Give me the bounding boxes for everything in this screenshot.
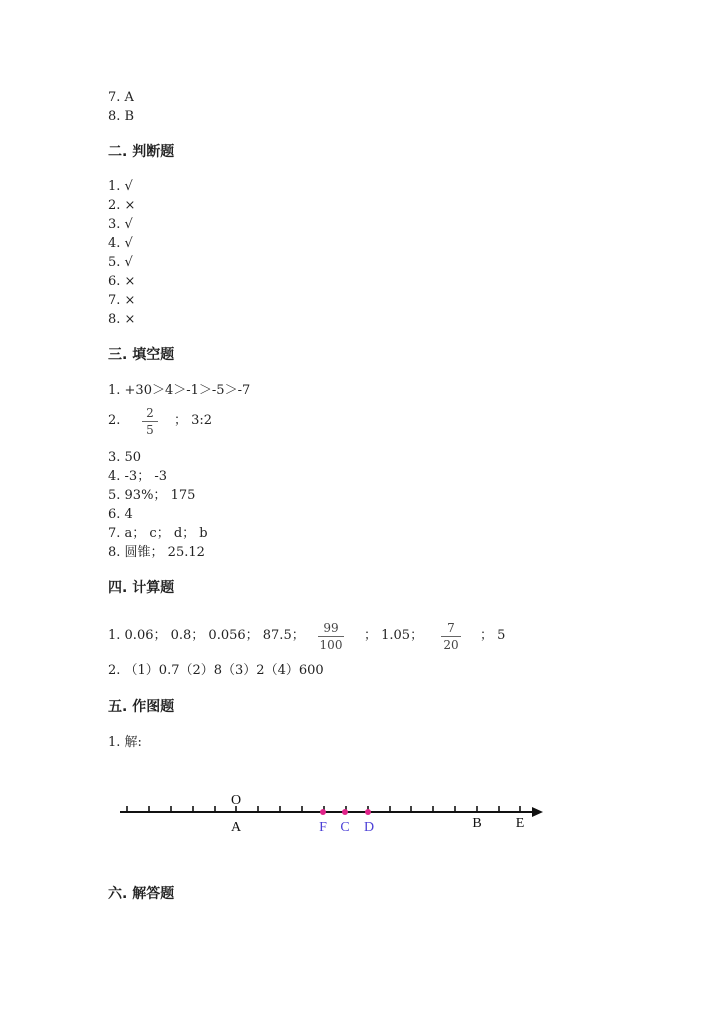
fraction-bar bbox=[441, 636, 461, 637]
answer-text: 1. 0.06； 0.8； 0.056； 87.5； bbox=[108, 628, 305, 643]
fraction-numerator: 7 bbox=[447, 621, 455, 635]
number-line-arrow bbox=[532, 807, 543, 817]
label-F: F bbox=[319, 820, 327, 835]
label-A: A bbox=[230, 820, 242, 835]
answer-line: 8. × bbox=[108, 312, 136, 327]
section-heading-answers: 六. 解答题 bbox=[108, 886, 175, 902]
point-C-marker bbox=[342, 809, 348, 815]
answer-text: ； 5 bbox=[480, 628, 506, 643]
label-B: B bbox=[472, 816, 482, 831]
fraction-denominator: 20 bbox=[443, 638, 459, 652]
fraction-numerator: 99 bbox=[323, 621, 339, 635]
fraction bbox=[318, 621, 344, 652]
label-E: E bbox=[515, 816, 525, 831]
answer-line: 1. 解: bbox=[108, 735, 142, 750]
label-D: D bbox=[363, 820, 375, 835]
section-heading-calculation: 四. 计算题 bbox=[108, 580, 175, 596]
fraction-bar bbox=[318, 636, 344, 637]
answer-text: ； 3:2 bbox=[174, 413, 213, 428]
answer-line: 7. A bbox=[108, 90, 134, 105]
answer-line: 4. √ bbox=[108, 236, 133, 251]
answer-line: 1. √ bbox=[108, 179, 133, 194]
answer-line: 2. （1）0.7（2）8（3）2（4）600 bbox=[108, 663, 324, 678]
fraction-bar bbox=[142, 421, 158, 422]
answer-line: 8. B bbox=[108, 109, 135, 124]
answer-line: 5. 93%； 175 bbox=[108, 488, 196, 503]
answer-line: 8. 圆锥； 25.12 bbox=[108, 545, 205, 560]
fraction-denominator: 100 bbox=[319, 638, 343, 652]
fraction bbox=[142, 406, 158, 437]
answer-line: 6. 4 bbox=[108, 507, 133, 522]
point-F-marker bbox=[320, 809, 326, 815]
answer-line: 3. 50 bbox=[108, 450, 142, 465]
fraction-numerator: 2 bbox=[146, 406, 154, 420]
answer-line: 7. a； c； d； b bbox=[108, 526, 208, 541]
number-line-diagram bbox=[0, 790, 720, 850]
label-O: O bbox=[230, 793, 242, 808]
answer-line: 2. × bbox=[108, 198, 136, 213]
section-heading-drawing: 五. 作图题 bbox=[108, 699, 175, 715]
answer-line: 5. √ bbox=[108, 255, 133, 270]
section-heading-judgement: 二. 判断题 bbox=[108, 144, 175, 160]
answer-line: 1. +30＞4＞-1＞-5＞-7 bbox=[108, 383, 251, 398]
answer-number: 2. bbox=[108, 413, 121, 428]
fraction-denominator: 5 bbox=[146, 423, 154, 437]
label-C: C bbox=[340, 820, 350, 835]
answer-line: 4. -3； -3 bbox=[108, 469, 167, 484]
answer-text: ； 1.05； bbox=[364, 628, 424, 643]
section-heading-fill-blank: 三. 填空题 bbox=[108, 347, 175, 363]
fraction bbox=[441, 621, 461, 652]
point-D-marker bbox=[365, 809, 371, 815]
answer-line: 7. × bbox=[108, 293, 136, 308]
answer-line: 3. √ bbox=[108, 217, 133, 232]
answer-line: 6. × bbox=[108, 274, 136, 289]
